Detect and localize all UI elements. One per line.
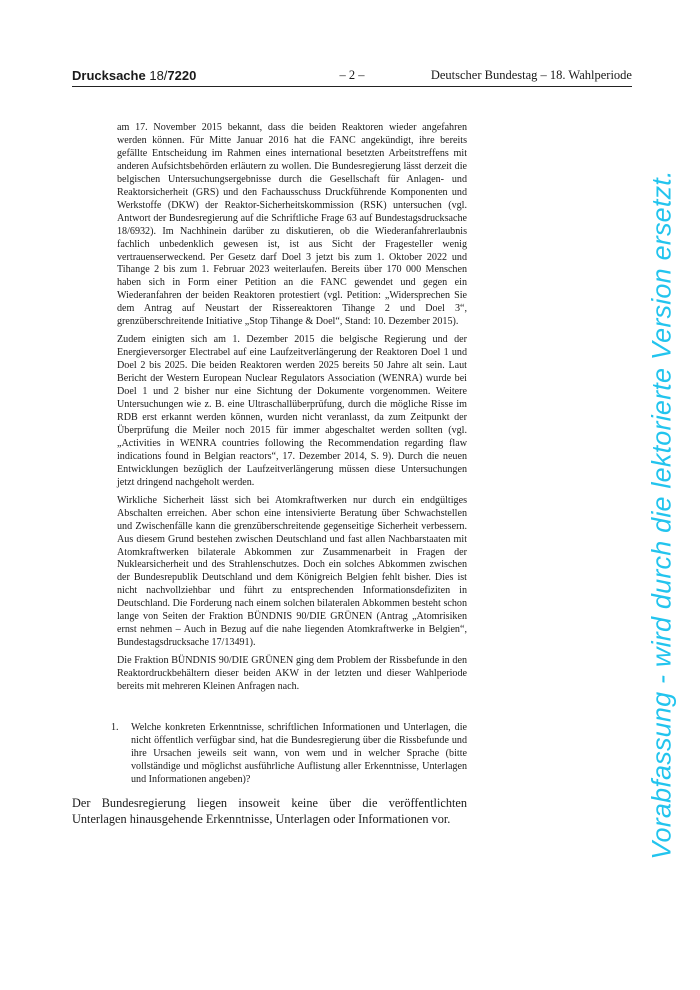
paragraph: Zudem einigten sich am 1. Dezember 2015 die belgische Regierung und der Energieversorger Electrabel auf eine Laufzeitverlängerung der Reaktoren Doel 1 und Doel 2 bis 2025. Die beiden Reaktoren werden 2025 bereits 50 Jahre alt sein. Laut Bericht der Western European Nuclear Regulators Association (WENRA) wurde bei Doel 1 und 2 bisher nur eine Sichtung der Dokumente vorgenommen. Weitere Untersuchungen wie z. B. eine Ultraschallüberprüfung, durch die mögliche Risse im RDB erst erkannt werden können, wurden nicht veranlasst, da zum Zeitpunkt der Überprüfung die Meiler noch 2015 für immer abgeschaltet werden sollten (vgl. „Activities in WENRA countries following the Recommendation regarding flaw indications found in Belgian reactors“, 17. Dezember 2014, S. 9). Durch die neuen Entwicklungen bezüglich der Laufzeitverlängerung müssen diese Untersuchungen jetzt dringend nachgeholt werden. xyxy=(117,334,467,488)
paragraph: Wirkliche Sicherheit lässt sich bei Atomkraftwerken nur durch ein endgültiges Abschalten erreichen. Aber schon eine intensivierte Beratung über Schwachstellen und Zwischenfälle kann die grenzüberschreitende gegenseitige Sicherheit verbessern. Aus diesem Grund bestehen zwischen Deutschland und fast allen Nachbarstaaten mit Atomkraftwerken bilaterale Abkommen zur Zusammenarbeit in Fragen der Nuklearsicherheit und des Strahlenschutzes. Doch ein solches Abkommen zwischen der Bundesrepublik Deutschland und dem Königreich Belgien fehlt bisher. Dies ist nicht nachvollziehbar und führt zu entsprechenden Informationsdefiziten in Deutschland. Die Forderung nach einem solchen bilateralen Abkommen besteht schon lange von Seiten der Fraktion BÜNDNIS 90/DIE GRÜNEN (Antrag „Atomrisiken ernst nehmen – Auch in Bezug auf die nahe liegenden Atomkraftwerke in Belgien“, Bundestagsdrucksache 17/13491). xyxy=(117,494,467,649)
page-number: – 2 – xyxy=(339,68,365,82)
answer-text: Der Bundesregierung liegen insoweit keine über die veröffentlichten Unterlagen hinausgehende Erkenntnisse, Unterlagen oder Informationen vor. xyxy=(72,796,467,826)
watermark-text: Vorabfassung - wird durch die lektorierte Version ersetzt. xyxy=(646,170,677,860)
question-text: Welche konkreten Erkenntnisse, schriftlichen Informationen und Unterlagen, die nicht öffentlich verfügbar sind, hat die Bundesregierung über die Rissbefunde und ihre Ursachen jeweils seit wann, von wem und in welcher Sprache (bitte vollständige und möglichst ausführliche Auflistung aller Erkenntnisse, Unterlagen und Informationen angeben)? xyxy=(131,722,467,785)
question-number: 1. xyxy=(111,722,119,733)
document-label: Drucksache xyxy=(72,68,146,83)
page-header xyxy=(72,68,632,86)
header-divider xyxy=(72,86,632,87)
paragraph: Die Fraktion BÜNDNIS 90/DIE GRÜNEN ging dem Problem der Rissbefunde in den Reaktordruckbehältern dieser beiden AKW in der letzten und dieser Wahlperiode bereits mit mehreren Kleinen Anfragen nach. xyxy=(117,655,467,693)
document-number-prefix: 18/ xyxy=(149,68,168,83)
institution-label: Deutscher Bundestag – 18. Wahlperiode xyxy=(430,68,632,82)
preamble-text xyxy=(117,122,467,699)
document-number: 7220 xyxy=(167,68,197,83)
paragraph: am 17. November 2015 bekannt, dass die beiden Reaktoren wieder angefahren werden können. Für Mitte Januar 2016 hat die FANC angekündigt, ihre bereits gefällte Entscheidung im Rahmen eines international besetzten Arbeitstreffens mit anderen Aufsichtsbehörden erläutern zu wollen. Die Bundesregierung lässt derzeit die belgischen Untersuchungsergebnisse durch die Gesellschaft für Anlagen- und Reaktorsicherheit (GRS) und den Fachausschuss Druckführende Komponenten und Werkstoffe (DKW) der Reaktor-Sicherheitskommission (RSK) untersuchen (vgl. Antwort der Bundesregierung auf die Schriftliche Frage 63 auf Bundestagsdrucksache 18/6932). Im Nachhinein darüber zu diskutieren, ob die Wiederanfahrerlaubnis fachlich unbedenklich gewesen ist, ist aus Sicht der Fragesteller wenig vertrauenserweckend. Per Gesetz darf Doel 3 jetzt bis zum 1. Oktober 2022 und Tihange 2 bis zum 1. Februar 2023 weiterlaufen. Bereits über 170 000 Menschen haben sich in Form einer Petition an die FANC gewendet und gegen ein Wiederanfahren der beiden Reaktoren protestiert (vgl. Petition: „Widersprechen Sie dem Antrag auf Neustart der Rissereaktoren Tihange 2 und Doel 3“, grenzüberschreitende Initiative „Stop Tihange & Doel“, Stand: 10. Dezember 2015). xyxy=(117,122,467,328)
question-1 xyxy=(111,722,467,787)
